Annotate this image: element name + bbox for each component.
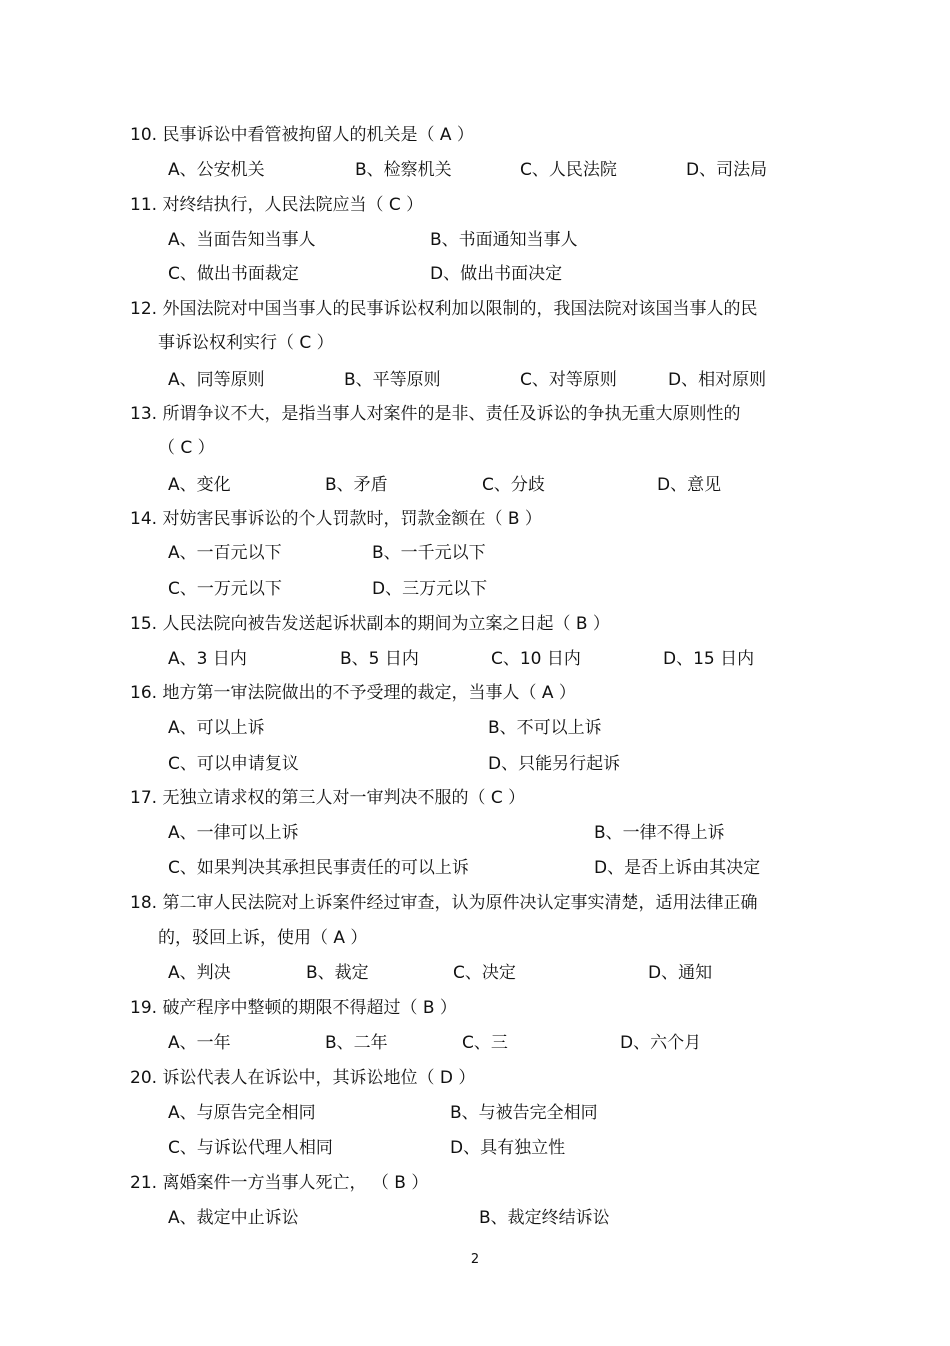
question-17-stem: 17. 无独立请求权的第三人对一审判决不服的（ C ） [130,788,526,808]
question-12-stem-line-1: 12. 外国法院对中国当事人的民事诉讼权利加以限制的，我国法院对该国当事人的民 [130,299,758,319]
page-number: 2 [470,1252,480,1267]
question-19-option-a: A、一年 [168,1033,231,1053]
question-11-option-b: B、书面通知当事人 [430,230,578,250]
question-13-option-d: D、意见 [657,475,722,495]
question-13-option-c: C、分歧 [482,475,545,495]
question-11-stem: 11. 对终结执行，人民法院应当（ C ） [130,195,424,215]
question-13-option-b: B、矛盾 [325,475,388,495]
question-21-option-b: B、裁定终结诉讼 [479,1208,610,1228]
question-13-option-a: A、变化 [168,475,231,495]
question-10-option-a: A、公安机关 [168,160,265,180]
question-14-option-b: B、一千元以下 [372,543,486,563]
question-20-option-b: B、与被告完全相同 [450,1103,598,1123]
question-12-option-b: B、平等原则 [344,370,441,390]
question-16-option-a: A、可以上诉 [168,718,265,738]
question-10-option-c: C、人民法院 [520,160,617,180]
question-21-stem: 21. 离婚案件一方当事人死亡， （ B ） [130,1173,429,1193]
question-20-option-c: C、与诉讼代理人相同 [168,1138,333,1158]
question-13-stem-line-2: （ C ） [158,438,215,458]
question-17-option-b: B、一律不得上诉 [594,823,725,843]
question-19-option-b: B、二年 [325,1033,388,1053]
question-15-option-c: C、10 日内 [491,649,581,669]
question-20-stem: 20. 诉讼代表人在诉讼中，其诉讼地位（ D ） [130,1068,476,1088]
question-15-option-d: D、15 日内 [663,649,755,669]
question-19-option-d: D、六个月 [620,1033,702,1053]
question-14-option-d: D、三万元以下 [372,579,488,599]
question-14-option-a: A、一百元以下 [168,543,282,563]
question-20-option-d: D、具有独立性 [450,1138,566,1158]
question-12-option-c: C、对等原则 [520,370,617,390]
question-19-option-c: C、三 [462,1033,508,1053]
question-20-option-a: A、与原告完全相同 [168,1103,316,1123]
question-12-option-a: A、同等原则 [168,370,265,390]
question-15-option-a: A、3 日内 [168,649,247,669]
question-18-option-a: A、判决 [168,963,231,983]
question-11-option-c: C、做出书面裁定 [168,264,299,284]
question-18-option-d: D、通知 [648,963,713,983]
question-10-stem: 10. 民事诉讼中看管被拘留人的机关是（ A ） [130,125,474,145]
question-11-option-d: D、做出书面决定 [430,264,563,284]
question-21-option-a: A、裁定中止诉讼 [168,1208,299,1228]
question-18-stem-line-2: 的，驳回上诉，使用（ A ） [158,928,368,948]
question-18-stem-line-1: 18. 第二审人民法院对上诉案件经过审查，认为原件决认定事实清楚，适用法律正确 [130,893,758,913]
question-13-stem-line-1: 13. 所谓争议不大，是指当事人对案件的是非、责任及诉讼的争执无重大原则性的 [130,404,741,424]
question-17-option-a: A、一律可以上诉 [168,823,299,843]
question-14-stem: 14. 对妨害民事诉讼的个人罚款时，罚款金额在（ B ） [130,509,542,529]
question-16-option-b: B、不可以上诉 [488,718,602,738]
question-14-option-c: C、一万元以下 [168,579,282,599]
question-17-option-d: D、是否上诉由其决定 [594,858,761,878]
question-11-option-a: A、当面告知当事人 [168,230,316,250]
question-12-option-d: D、相对原则 [668,370,767,390]
question-17-option-c: C、如果判决其承担民事责任的可以上诉 [168,858,469,878]
question-15-stem: 15. 人民法院向被告发送起诉状副本的期间为立案之日起（ B ） [130,614,610,634]
question-10-option-d: D、司法局 [686,160,768,180]
question-19-stem: 19. 破产程序中整顿的期限不得超过（ B ） [130,998,457,1018]
question-16-option-c: C、可以申请复议 [168,754,299,774]
question-16-stem: 16. 地方第一审法院做出的不予受理的裁定，当事人（ A ） [130,683,576,703]
question-12-stem-line-2: 事诉讼权利实行（ C ） [158,333,334,353]
question-18-option-b: B、裁定 [306,963,369,983]
question-18-option-c: C、决定 [453,963,516,983]
question-16-option-d: D、只能另行起诉 [488,754,621,774]
question-15-option-b: B、5 日内 [340,649,419,669]
question-10-option-b: B、检察机关 [355,160,452,180]
